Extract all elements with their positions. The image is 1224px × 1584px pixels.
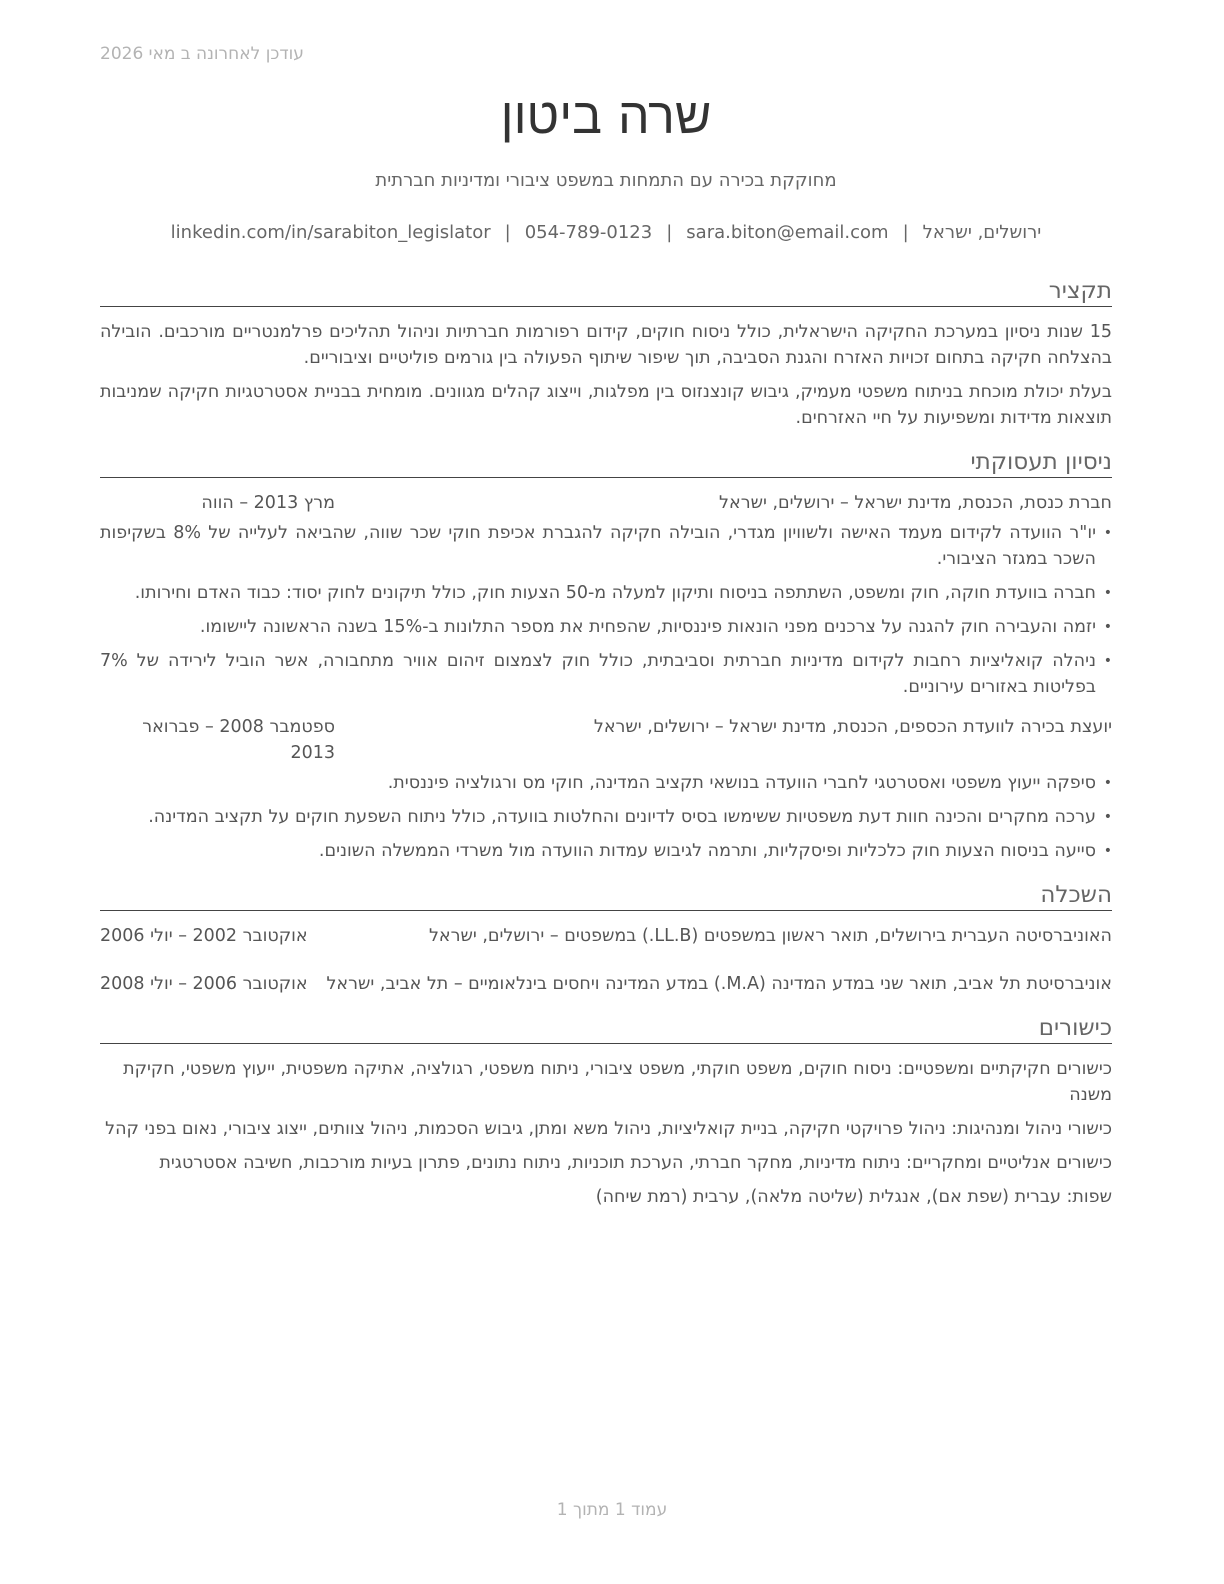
contact-line: [100, 220, 1112, 246]
skills-section: [100, 1013, 1112, 1210]
section-title-education: השכלה: [100, 880, 1112, 911]
job-bullets: [100, 770, 1112, 864]
job-bullet: • יו"ר הוועדה לקידום מעמד האישה ולשוויון מגדרי, הובילה חקיקה להגברת אכיפת חוקי שכר שווה, שהביאה לעלייה של 8% בשקיפות השכר במגזר הציבורי.: [100, 520, 1096, 572]
job-bullet: • חברה בוועדת חוקה, חוק ומשפט, השתתפה בניסוח ותיקון למעלה מ-50 הצעות חוק, כולל תיקונים לחוק יסוד: כבוד האדם וחירותו.: [100, 580, 1096, 606]
job-entry: [100, 490, 1112, 700]
skill-line: שפות: עברית (שפת אם), אנגלית (שליטה מלאה), ערבית (רמת שיחה): [595, 1187, 1112, 1207]
job-organization: יועצת בכירה לוועדת הכספים, הכנסת, מדינת ישראל – ירושלים, ישראל: [593, 717, 1112, 737]
job-organization: חברת כנסת, הכנסת, מדינת ישראל – ירושלים, ישראל: [719, 493, 1112, 513]
summary-section: [100, 276, 1112, 431]
contact-email[interactable]: sara.biton@email.com: [686, 222, 889, 243]
contact-separator: |: [666, 222, 673, 243]
contact-location: ירושלים, ישראל: [922, 222, 1042, 243]
job-bullet: • סיפקה ייעוץ משפטי ואסטרטגי לחברי הוועדה בנושאי תקציב המדינה, חוקי מס ורגולציה פיננסית.: [100, 770, 1096, 796]
section-title-skills: כישורים: [100, 1013, 1112, 1044]
skill-line: כישורים אנליטיים ומחקריים: ניתוח מדיניות, מחקר חברתי, הערכת תוכניות, ניתוח נתונים, פתרון בעיות מורכבות, חשיבה אסטרטגית: [159, 1153, 1112, 1173]
contact-separator: |: [902, 222, 909, 243]
job-bullet: • ניהלה קואליציות רחבות לקידום מדיניות חברתית וסביבתית, כולל חוק לצמצום זיהום אוויר מתחבורה, אשר הוביל לירידה של 7% בפליטות באזורים עירוניים.: [100, 648, 1096, 700]
summary-paragraph: בעלת יכולת מוכחת בניתוח משפטי מעמיק, גיבוש קונצנזוס בין מפלגות, וייצוג קהלים מגוונים. מומחית בבניית אסטרטגיות חקיקה שמניבות תוצאות מדידות ומשפיעות על חיי האזרחים.: [100, 382, 1112, 428]
resume-page: [100, 84, 1112, 1218]
contact-linkedin[interactable]: linkedin.com/in/sarabiton_legislator: [170, 222, 491, 243]
job-entry: [100, 714, 1112, 864]
section-title-experience: ניסיון תעסוקתי: [100, 447, 1112, 478]
education-dates: אוקטובר 2002 – יולי 2006: [100, 926, 308, 946]
job-dates: ספטמבר 2008 – פברואר 2013: [142, 717, 335, 763]
education-institution: האוניברסיטה העברית בירושלים, תואר ראשון במשפטים (LL.B.) במשפטים – ירושלים, ישראל: [428, 926, 1112, 946]
job-bullet: • ערכה מחקרים והכינה חוות דעת משפטיות ששימשו בסיס לדיונים והחלטות בוועדה, כולל ניתוח השפעת חוקים על תקציב המדינה.: [100, 804, 1096, 830]
skill-line: כישורים חקיקתיים ומשפטיים: ניסוח חוקים, משפט חוקתי, משפט ציבורי, ניתוח משפטי, רגולציה, אתיקה משפטית, ייעוץ משפטי, חקיקת משנה: [123, 1059, 1112, 1105]
education-entry: [100, 923, 1112, 949]
contact-separator: |: [504, 222, 511, 243]
page-number: עמוד 1 מתוך 1: [556, 1500, 668, 1520]
skill-line: כישורי ניהול ומנהיגות: ניהול פרויקטי חקיקה, בניית קואליציות, ניהול משא ומתן, גיבוש הסכמות, ניהול צוותים, ייצוג ציבורי, נאום בפני קהל: [105, 1119, 1112, 1139]
job-header: [100, 714, 1112, 766]
summary-paragraph: 15 שנות ניסיון במערכת החקיקה הישראלית, כולל ניסוח חוקים, קידום רפורמות חברתיות וניהול תהליכים פרלמנטריים מורכבים. הובילה בהצלחה חקיקה בתחום זכויות האזרח והגנת הסביבה, תוך שיפור שיתוף הפעולה בין גורמים פוליטיים וציבוריים.: [100, 322, 1112, 368]
job-bullet: • יזמה והעבירה חוק להגנה על צרכנים מפני הונאות פיננסיות, שהפחית את מספר התלונות ב-15% בשנה הראשונה ליישומו.: [100, 614, 1096, 640]
job-header: [100, 490, 1112, 516]
section-title-summary: תקציר: [100, 276, 1112, 307]
experience-section: [100, 447, 1112, 864]
contact-phone[interactable]: 054-789-0123: [524, 222, 653, 243]
candidate-name: שרה ביטון: [500, 87, 712, 145]
education-dates: אוקטובר 2006 – יולי 2008: [100, 974, 308, 994]
education-institution: אוניברסיטת תל אביב, תואר שני במדע המדינה (M.A.) במדע המדינה ויחסים בינלאומיים – תל אביב, ישראל: [326, 974, 1112, 994]
candidate-headline: מחוקקת בכירה עם התמחות במשפט ציבורי ומדיניות חברתית: [375, 170, 837, 191]
job-bullet: • סייעה בניסוח הצעות חוק כלכליות ופיסקליות, ותרמה לגיבוש עמדות הוועדה מול משרדי הממשלה השונים.: [100, 838, 1096, 864]
job-bullets: [100, 520, 1112, 700]
last-updated-note: עודכן לאחרונה ב מאי 2026: [100, 44, 304, 64]
education-section: [100, 880, 1112, 997]
job-dates: מרץ 2013 – הווה: [201, 493, 335, 513]
education-entry: [100, 971, 1112, 997]
